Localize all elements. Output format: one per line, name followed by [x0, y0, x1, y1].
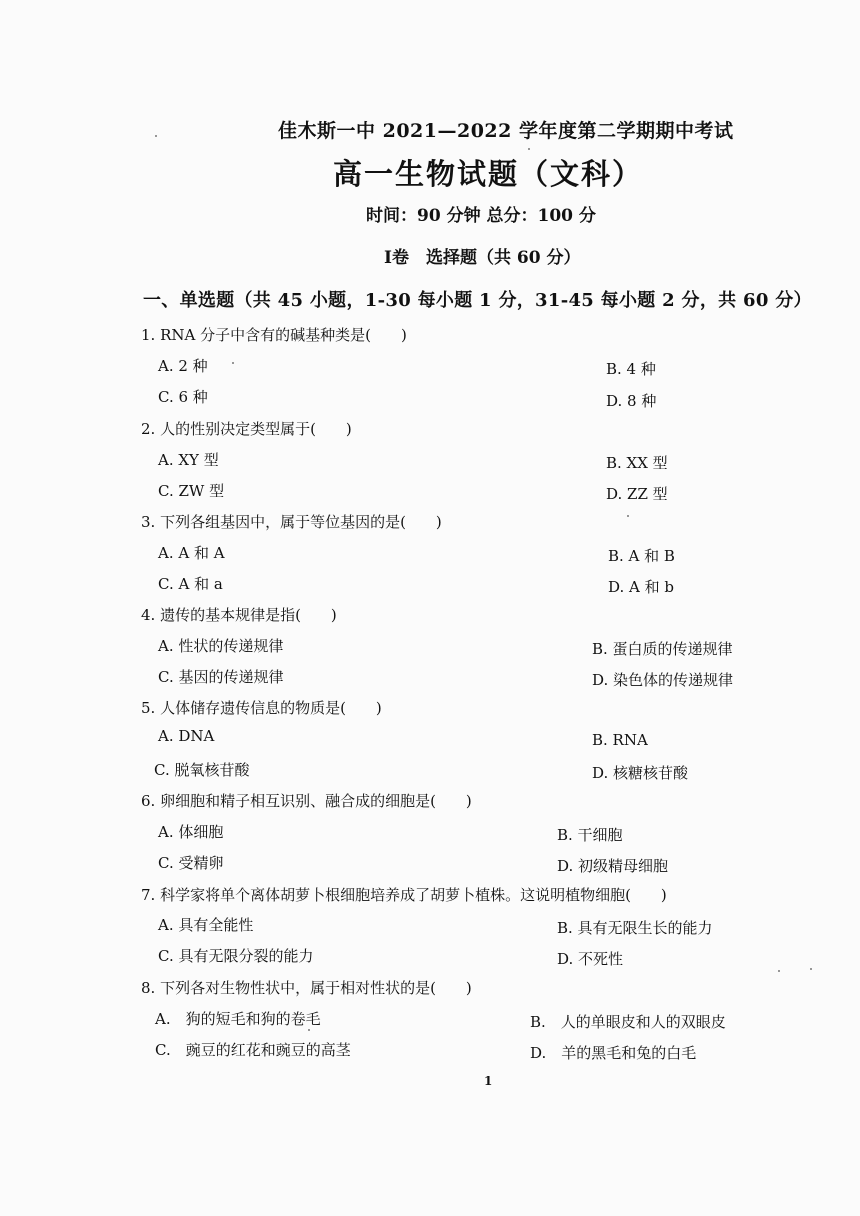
option-d: D. 初级精母细胞	[557, 857, 669, 875]
option-a: A. 性状的传递规律	[158, 637, 284, 655]
option-b: B. 具有无限生长的能力	[557, 919, 713, 937]
scan-speck	[778, 970, 780, 972]
option-c: C. 豌豆的红花和豌豆的高茎	[155, 1041, 351, 1059]
scan-speck	[528, 148, 530, 150]
exam-school-heading: 佳木斯一中 2021—2022 学年度第二学期期中考试	[278, 120, 734, 142]
question-stem: 7. 科学家将单个离体胡萝卜根细胞培养成了胡萝卜植株。这说明植物细胞( )	[141, 886, 667, 904]
exam-title: 高一生物试题（文科）	[333, 157, 644, 191]
option-a: A. DNA	[158, 727, 215, 745]
section-heading: Ⅰ卷 选择题（共 60 分）	[384, 248, 581, 268]
scan-speck	[155, 135, 157, 137]
option-c: C. 6 种	[158, 388, 208, 406]
option-b: B. XX 型	[606, 454, 668, 472]
question-stem: 2. 人的性别决定类型属于( )	[141, 420, 352, 438]
option-a: A. 体细胞	[158, 823, 224, 841]
scan-speck	[232, 362, 234, 364]
question-stem: 5. 人体储存遗传信息的物质是( )	[141, 699, 382, 717]
option-c: C. ZW 型	[158, 482, 225, 500]
option-d: D. 染色体的传递规律	[592, 671, 734, 689]
option-d: D. 8 种	[606, 392, 657, 410]
option-a: A. 狗的短毛和狗的卷毛	[155, 1010, 321, 1028]
question-stem: 8. 下列各对生物性状中，属于相对性状的是( )	[141, 979, 472, 997]
option-c: C. 具有无限分裂的能力	[158, 947, 314, 965]
option-d: D. 不死性	[557, 950, 624, 968]
option-b: B. RNA	[592, 731, 648, 749]
scan-speck	[810, 968, 812, 970]
option-a: A. 2 种	[158, 357, 208, 375]
option-a: A. 具有全能性	[158, 916, 254, 934]
exam-time-info: 时间：90 分钟 总分：100 分	[366, 206, 596, 226]
option-d: D. 核糖核苷酸	[592, 764, 689, 782]
option-a: A. XY 型	[158, 451, 219, 469]
page-number: 1	[484, 1074, 493, 1088]
option-c: C. 基因的传递规律	[158, 668, 284, 686]
option-d: D. ZZ 型	[606, 485, 668, 503]
option-d: D. A 和 b	[608, 578, 674, 596]
scan-speck	[308, 1029, 310, 1031]
part-heading: 一、单选题（共 45 小题，1-30 每小题 1 分，31-45 每小题 2 分，共 60 分）	[143, 290, 812, 311]
question-stem: 6. 卵细胞和精子相互识别、融合成的细胞是( )	[141, 792, 472, 810]
option-b: B. A 和 B	[608, 547, 675, 565]
option-c: C. 脱氧核苷酸	[154, 761, 250, 779]
scan-speck	[627, 515, 629, 517]
option-b: B. 干细胞	[557, 826, 623, 844]
option-b: B. 4 种	[606, 360, 656, 378]
option-d: D. 羊的黑毛和兔的白毛	[530, 1044, 697, 1062]
question-stem: 4. 遗传的基本规律是指( )	[141, 606, 337, 624]
option-a: A. A 和 A	[158, 544, 225, 562]
question-stem: 1. RNA 分子中含有的碱基种类是( )	[141, 326, 407, 344]
option-b: B. 蛋白质的传递规律	[592, 640, 733, 658]
option-c: C. 受精卵	[158, 854, 224, 872]
option-b: B. 人的单眼皮和人的双眼皮	[530, 1013, 726, 1031]
question-stem: 3. 下列各组基因中，属于等位基因的是( )	[141, 513, 442, 531]
option-c: C. A 和 a	[158, 575, 223, 593]
